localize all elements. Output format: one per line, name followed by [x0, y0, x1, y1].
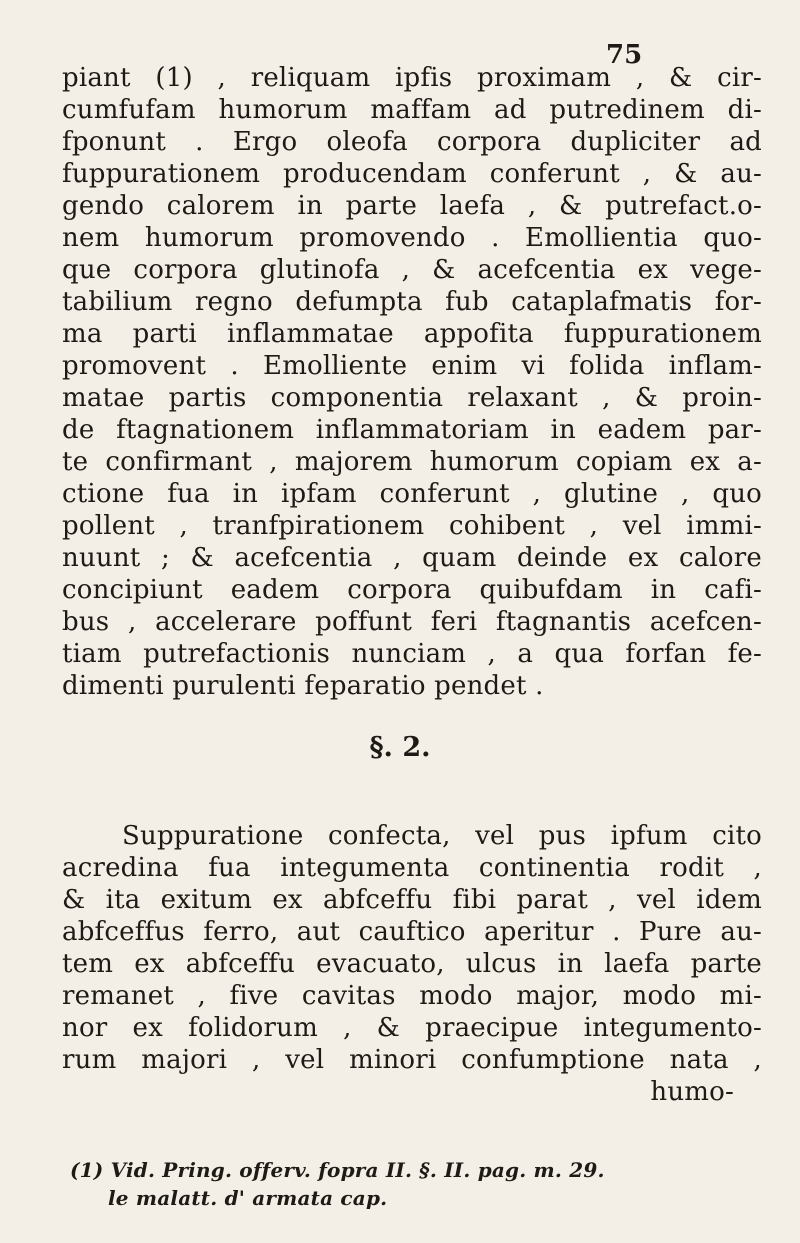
text-line: Suppuratione confecta, vel pus ipfum cito [122, 821, 762, 851]
text-line: tem ex abfceffu evacuato, ulcus in laefa parte [62, 949, 762, 979]
text-line: te confirmant , majorem humorum copiam ex a- [62, 447, 762, 477]
text-line: rum majori , vel minori confumptione nata , [62, 1045, 762, 1075]
text-line: acredina fua integumenta continentia rodit , [62, 853, 762, 883]
text-line: concipiunt eadem corpora quibufdam in cafi- [62, 575, 762, 605]
page-number: 75 [606, 40, 643, 70]
text-line: que corpora glutinofa , & acefcentia ex vege- [62, 255, 762, 285]
text-line: cumfufam humorum maffam ad putredinem di- [62, 95, 762, 125]
text-line: & ita exitum ex abfceffu fibi parat , vel idem [62, 885, 762, 915]
text-line: bus , accelerare poffunt feri ftagnantis acefcen- [62, 607, 762, 637]
text-line: piant (1) , reliquam ipfis proximam , & cir- [62, 63, 762, 93]
text-line: nem humorum promovendo . Emollientia quo- [62, 223, 762, 253]
text-line: ctione fua in ipfam conferunt , glutine , quo [62, 479, 762, 509]
text-line: abfceffus ferro, aut cauftico aperitur . Pure au- [62, 917, 762, 947]
text-line: gendo calorem in parte laefa , & putrefact.o- [62, 191, 762, 221]
text-line: pollent , tranfpirationem cohibent , vel immi- [62, 511, 762, 541]
text-line: tabilium regno defumpta fub cataplafmatis for- [62, 287, 762, 317]
text-line: fponunt . Ergo oleofa corpora dupliciter ad [62, 127, 762, 157]
text-line: de ftagnationem inflammatoriam in eadem par- [62, 415, 762, 445]
paragraph-1 [62, 62, 762, 702]
paragraph-2 [62, 820, 762, 1108]
footnote-line: le malatt. d' armata cap. [108, 1186, 388, 1210]
text-line: promovent . Emolliente enim vi folida inflam- [62, 351, 762, 381]
text-line: ma parti inflammatae appofita fuppurationem [62, 319, 762, 349]
text-line: fuppurationem producendam conferunt , & au- [62, 159, 762, 189]
text-line: nuunt ; & acefcentia , quam deinde ex calore [62, 543, 762, 573]
footnote [70, 1156, 770, 1212]
text-line: nor ex folidorum , & praecipue integumento- [62, 1013, 762, 1043]
text-line: remanet , five cavitas modo major, modo mi- [62, 981, 762, 1011]
catchword: humo- [650, 1077, 734, 1107]
text-line: matae partis componentia relaxant , & proin- [62, 383, 762, 413]
text-line: dimenti purulenti feparatio pendet . [62, 671, 544, 701]
footnote-line: (1) Vid. Pring. offerv. fopra II. §. II. pag. m. 29. [70, 1158, 605, 1182]
section-heading: §. 2. [369, 732, 431, 763]
text-line: tiam putrefactionis nunciam , a qua forfan fe- [62, 639, 762, 669]
